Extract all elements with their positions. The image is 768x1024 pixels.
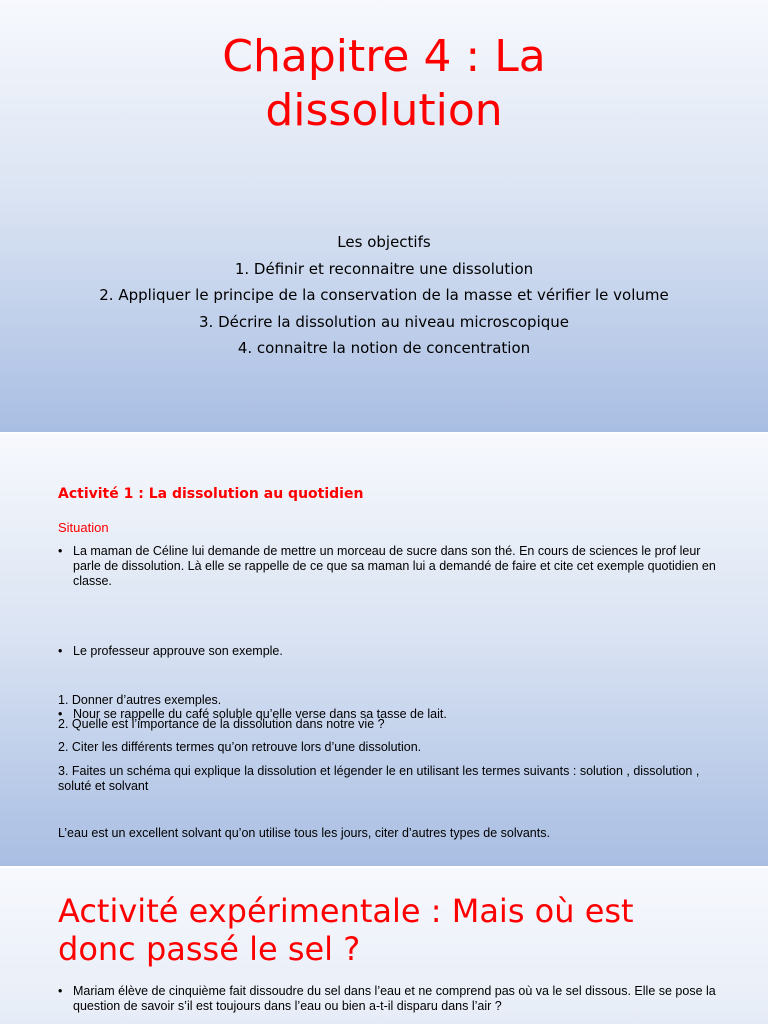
experimental-activity-title — [58, 892, 738, 968]
activity-title: Activité 1 : La dissolution au quotidien — [58, 486, 364, 502]
question-item: 2. Citer les différents termes qu’on retrouve lors d’une dissolution. — [58, 740, 422, 754]
conclusion-text: L’eau est un excellent solvant qu’on utilise tous les jours, citer d’autres types de solvants. — [58, 826, 550, 840]
objective-item: 2. Appliquer le principe de la conservation de la masse et vérifier le volume — [99, 286, 669, 304]
question-item: 2. Quelle est l’importance de la dissolution dans notre vie ? — [58, 717, 385, 731]
question-item: 3. Faites un schéma qui explique la dissolution et légender le en utilisant les termes suivants : solution , dissolution , soluté et solvant — [58, 764, 700, 793]
slide-experimental-activity — [0, 868, 768, 1024]
question-item: 1. Donner d’autres exemples. — [58, 693, 222, 707]
situation-bullet: • La maman de Céline lui demande de mettre un morceau de sucre dans son thé. En cours de sciences le prof leur parle de dissolution. Là elle se rappelle de ce que sa maman lui a demandé de faire et cite cet exemple quotidien en classe. — [58, 544, 723, 589]
objective-item: 4. connaitre la notion de concentration — [237, 339, 531, 357]
chapter-title-line-2: dissolution — [265, 85, 503, 136]
slide-chapter-title — [0, 0, 768, 432]
experimental-title-line-1: Activité expérimentale : Mais où est — [58, 892, 634, 930]
situation-bullet: • Le professeur approuve son exemple. — [58, 644, 723, 659]
experimental-title-line-2: donc passé le sel ? — [58, 930, 361, 968]
objective-item: 1. Définir et reconnaitre une dissolution — [234, 259, 534, 278]
objectives-list — [40, 229, 728, 362]
chapter-title-line-1: Chapitre 4 : La — [222, 31, 546, 82]
slide-activity-1 — [0, 434, 768, 866]
situation-bullet: • Nour se rappelle du café soluble qu’elle verse dans sa tasse de lait. — [58, 707, 723, 722]
situation-label: Situation — [58, 520, 109, 535]
experimental-bullet: • Mariam élève de cinquième fait dissoudre du sel dans l’eau et ne comprend pas où va le sel dissous. Elle se pose la question de savoir s’il est toujours dans l’eau ou bien a-t-il disparu dans l’air ? — [58, 984, 723, 1014]
chapter-title — [60, 30, 708, 138]
objective-item: 3. Décrire la dissolution au niveau microscopique — [198, 312, 569, 331]
objectives-heading: Les objectifs — [337, 233, 431, 251]
